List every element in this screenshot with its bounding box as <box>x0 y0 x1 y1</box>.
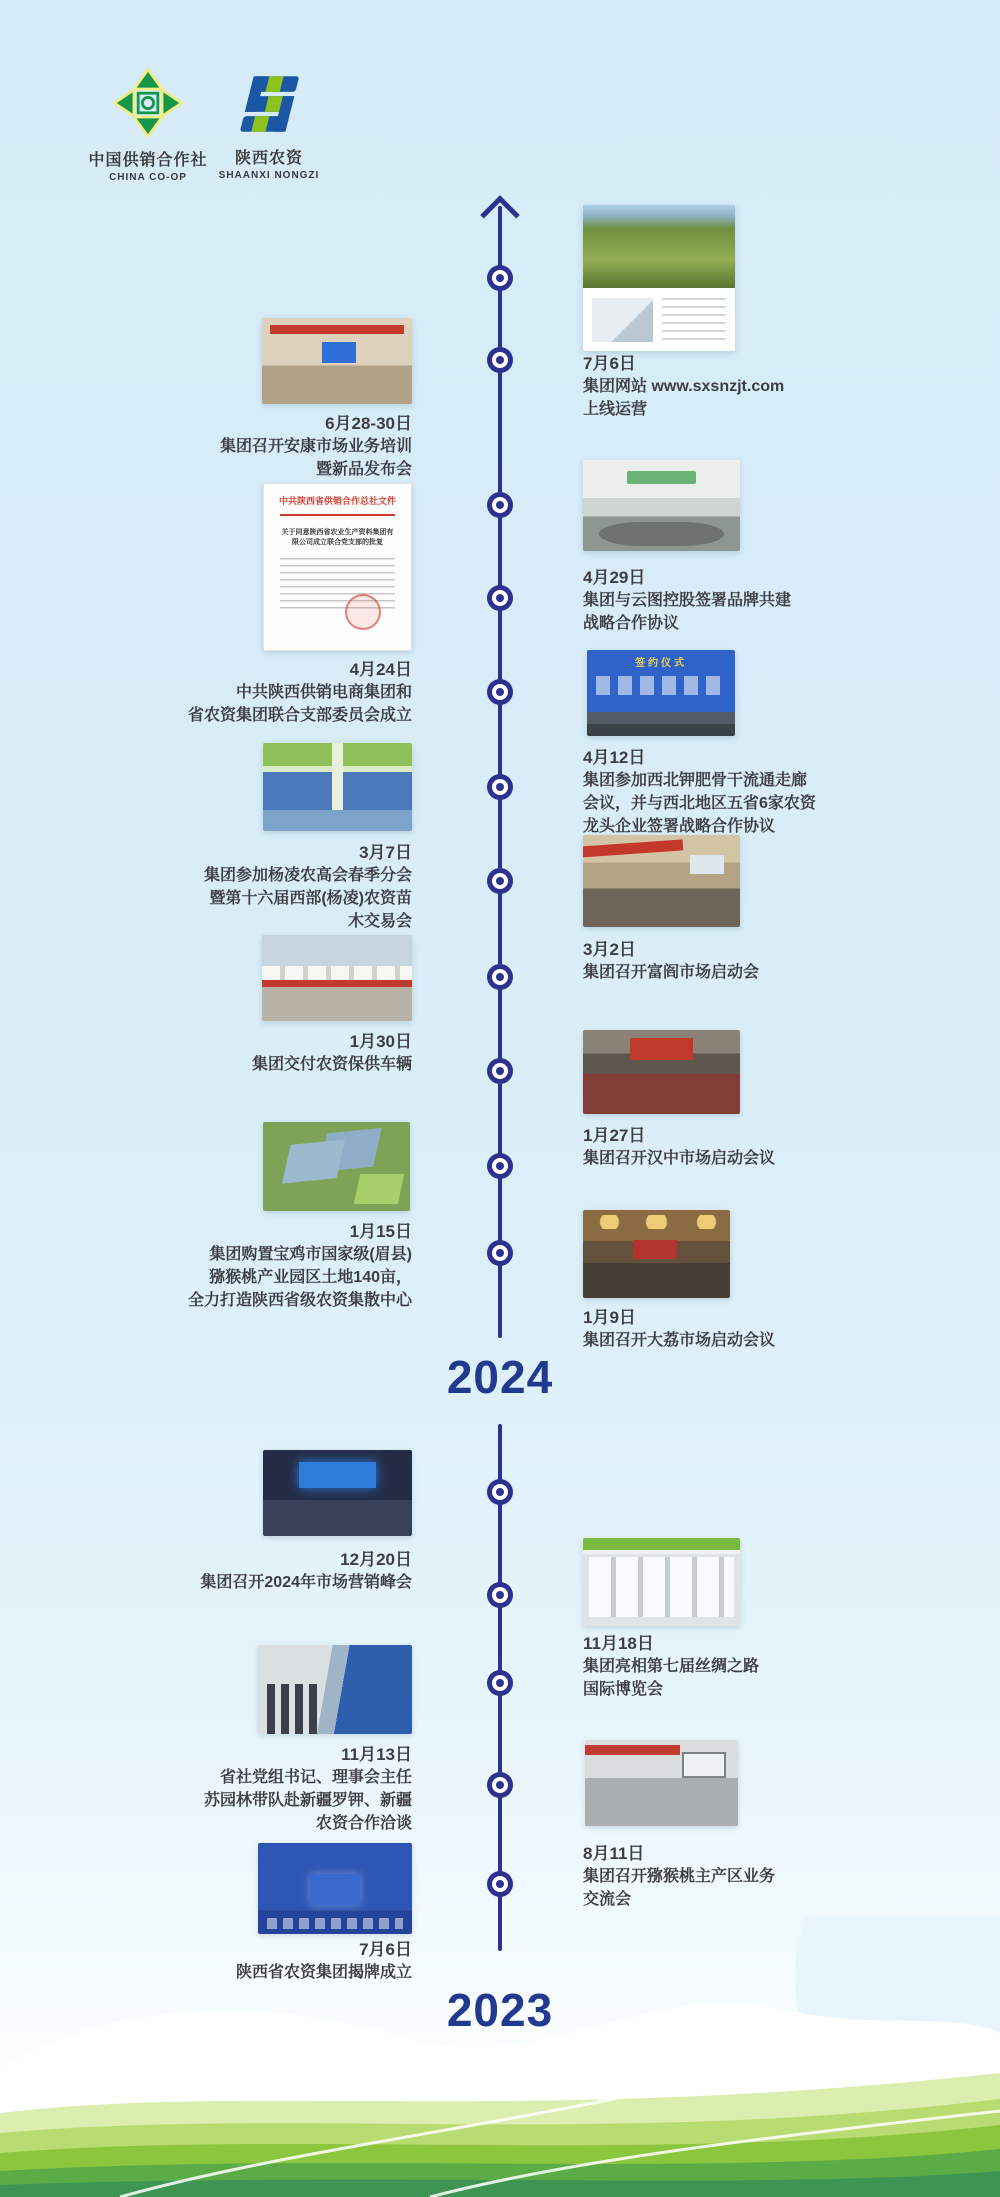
timeline-dot <box>487 1153 513 1179</box>
coop-emblem-icon <box>113 68 183 138</box>
nongzi-logo-subtitle: SHAANXI NONGZI <box>218 170 320 181</box>
event-desc-line: 全力打造陕西省级农资集散中心 <box>187 1292 412 1309</box>
event-desc-line: 农资合作洽谈 <box>315 1815 412 1832</box>
event-desc-line: 猕猴桃产业园区土地140亩， <box>209 1269 412 1286</box>
timeline-dot <box>487 1479 513 1505</box>
event-photo-ankang-training <box>262 318 412 404</box>
event-caption <box>130 841 412 933</box>
event-photo-industrial-park-aerial <box>263 1122 410 1211</box>
event-date: 1月9日 <box>583 1308 636 1327</box>
event-photo-marketing-summit <box>263 1450 412 1536</box>
timeline-dot <box>487 265 513 291</box>
event-caption <box>130 658 412 727</box>
event-date: 7月6日 <box>359 1940 412 1959</box>
event-date: 3月2日 <box>583 940 636 959</box>
event-desc-line: 集团召开汉中市场启动会议 <box>583 1150 776 1167</box>
event-desc-line: 陕西省农资集团揭牌成立 <box>235 1964 412 1981</box>
timeline-dot <box>487 1772 513 1798</box>
timeline-dot <box>487 1240 513 1266</box>
event-caption <box>583 1632 893 1701</box>
event-desc-line: 中共陕西供销电商集团和 <box>235 684 412 701</box>
event-desc-line: 会议，并与西北地区五省6家农资 <box>583 795 816 812</box>
document-title-text: 关于同意陕西省农业生产资料集团有限公司成立联合党支部的批复 <box>281 529 394 547</box>
event-date: 12月20日 <box>340 1550 412 1569</box>
event-desc-line: 国际博览会 <box>583 1681 664 1698</box>
event-caption <box>130 412 412 481</box>
event-caption <box>130 1220 412 1312</box>
event-date: 4月29日 <box>583 568 646 587</box>
nongzi-s-icon <box>233 72 305 136</box>
event-photo-fuyan-meeting <box>583 835 740 927</box>
timeline-dot <box>487 1058 513 1084</box>
bottom-decor-graphic <box>0 1917 1000 2197</box>
event-date: 6月28-30日 <box>325 414 412 433</box>
event-caption <box>583 1306 893 1352</box>
event-caption <box>583 746 893 838</box>
timeline-dot <box>487 868 513 894</box>
event-photo-website-screenshot <box>583 205 735 351</box>
event-photo-hanzhong-meeting <box>583 1030 740 1114</box>
timeline-dot <box>487 1871 513 1897</box>
event-photo-silk-road-expo <box>583 1538 740 1626</box>
coop-logo-subtitle: CHINA CO-OP <box>109 172 187 183</box>
event-desc-line: 省社党组书记、理事会主任 <box>219 1769 412 1786</box>
event-desc-line: 集团亮相第七届丝绸之路 <box>583 1658 760 1675</box>
timeline-dot <box>487 347 513 373</box>
timeline-dot <box>487 585 513 611</box>
event-caption <box>130 1030 412 1076</box>
event-caption <box>130 1548 412 1594</box>
event-desc-line: 集团参加西北钾肥骨干流通走廊 <box>583 772 808 789</box>
event-desc-line: 集团购置宝鸡市国家级(眉县) <box>209 1246 412 1263</box>
event-caption <box>583 938 893 984</box>
red-seal-icon <box>345 594 381 630</box>
event-desc-line: 集团参加杨凌农高会春季分会 <box>203 867 412 884</box>
event-date: 1月30日 <box>349 1032 412 1051</box>
timeline-dot <box>487 1670 513 1696</box>
event-date: 11月13日 <box>341 1745 412 1764</box>
webpage-text-lines <box>662 298 726 342</box>
event-date: 8月11日 <box>583 1844 645 1863</box>
year-label-2024: 2024 <box>446 1351 554 1403</box>
nongzi-logo-block <box>208 72 330 181</box>
event-desc-line: 集团与云图控股签署品牌共建 <box>583 592 792 609</box>
event-photo-signing-ceremony-stage <box>587 650 735 736</box>
event-caption <box>583 352 893 421</box>
event-caption <box>583 1124 893 1170</box>
event-photo-yuntu-signing <box>583 460 740 551</box>
event-desc-line: 暨第十六届西部(杨凌)农资苗 <box>209 890 412 907</box>
timeline-dot <box>487 964 513 990</box>
event-photo-supply-trucks <box>262 935 412 1021</box>
stage-banner-text: 签约仪式 <box>635 658 687 669</box>
webpage-thumbnail <box>592 298 653 342</box>
event-date: 3月7日 <box>359 843 412 862</box>
document-header-text: 中共陕西省供销合作总社文件 <box>278 496 396 506</box>
coop-logo-block <box>88 68 208 183</box>
event-desc-line: 集团召开大荔市场启动会议 <box>583 1332 776 1349</box>
event-photo-dali-banquet <box>583 1210 730 1298</box>
event-photo-xinjiang-visit <box>258 1645 412 1734</box>
event-desc-line: 集团网站 www.sxsnzjt.com <box>583 378 785 395</box>
event-desc-line: 上线运营 <box>583 401 648 418</box>
year-label-2023: 2023 <box>446 1984 554 2036</box>
event-desc-line: 木交易会 <box>347 913 412 930</box>
timeline-dot <box>487 492 513 518</box>
event-desc-line: 战略合作协议 <box>583 615 680 632</box>
event-date: 4月12日 <box>583 748 646 767</box>
event-desc-line: 集团召开猕猴桃主产区业务 <box>583 1868 776 1885</box>
event-photo-red-header-document <box>263 483 412 651</box>
timeline-dot <box>487 1582 513 1608</box>
event-photo-kiwi-exchange-meeting <box>585 1740 738 1826</box>
event-caption <box>583 566 893 635</box>
event-date: 11月18日 <box>583 1634 654 1653</box>
timeline-dot <box>487 679 513 705</box>
event-desc-line: 集团召开富阎市场启动会 <box>583 964 760 981</box>
event-date: 4月24日 <box>349 660 412 679</box>
event-caption <box>130 1743 412 1835</box>
coop-logo-title: 中国供销合作社 <box>88 152 208 169</box>
event-date: 7月6日 <box>583 354 636 373</box>
event-date: 1月15日 <box>349 1222 412 1241</box>
event-desc-line: 集团召开2024年市场营销峰会 <box>200 1574 412 1591</box>
timeline-dot <box>487 774 513 800</box>
event-desc-line: 暨新品发布会 <box>315 461 412 478</box>
event-photo-yangling-booth <box>263 743 412 831</box>
nongzi-logo-title: 陕西农资 <box>234 150 303 167</box>
event-desc-line: 集团召开安康市场业务培训 <box>219 438 412 455</box>
event-desc-line: 龙头企业签署战略合作协议 <box>583 818 776 835</box>
event-date: 1月27日 <box>583 1126 646 1145</box>
event-desc-line: 集团交付农资保供车辆 <box>251 1056 412 1073</box>
event-desc-line: 交流会 <box>583 1891 632 1908</box>
document-red-rule <box>280 514 395 516</box>
event-desc-line: 苏园林带队赴新疆罗钾、新疆 <box>203 1792 412 1809</box>
event-caption <box>583 1842 893 1911</box>
event-desc-line: 省农资集团联合支部委员会成立 <box>187 707 412 724</box>
